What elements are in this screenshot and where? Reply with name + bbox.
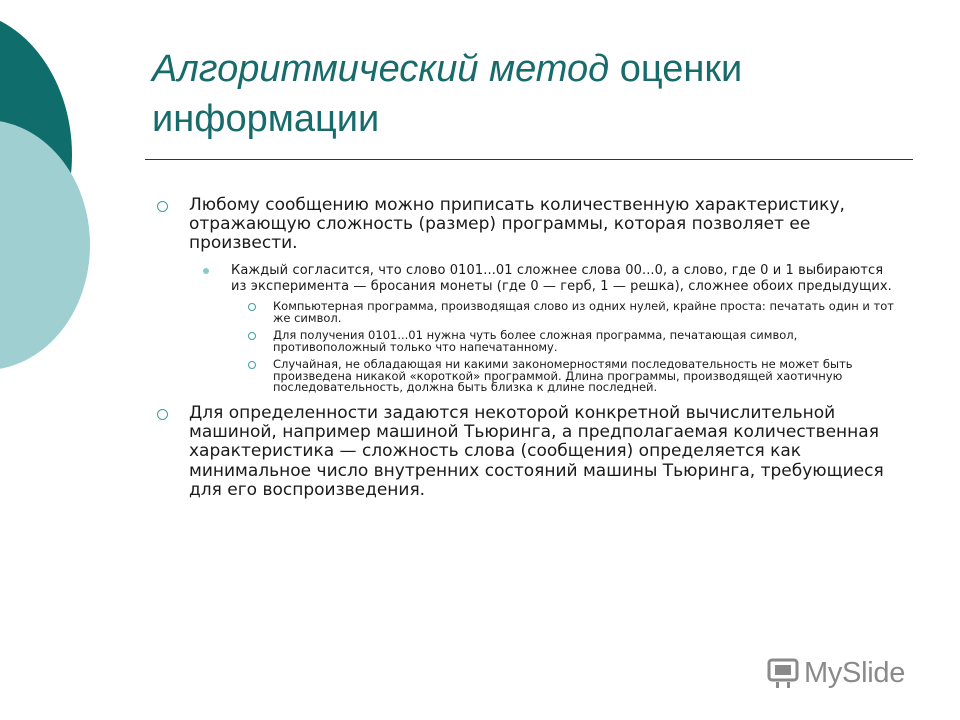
bullet-1 xyxy=(155,196,895,253)
bullet-dot-icon xyxy=(203,268,209,274)
page-title xyxy=(152,44,912,144)
bullet-circle-small-icon xyxy=(248,303,256,311)
bullet-2-text: Для определенности задаются некоторой конкретной вычислительной машиной, например машиной Тьюринга, а предполагаемая количественная характеристика — сложность слова (сообщения) определяется как минимальное число внутренних состояний машины Тьюринга, требующиеся для его воспроизведения. xyxy=(189,402,884,501)
bullet-1-1-1 xyxy=(155,301,895,324)
bullet-1-1-text: Каждый согласится, что слово 0101...01 сложнее слова 00...0, а слово, где 0 и 1 выбираются из эксперимента — бросания монеты (где 0 — герб, 1 — решка), сложнее обоих предыдущих. xyxy=(231,263,892,294)
myshared-logo-icon xyxy=(766,656,800,690)
logo-text: MySlide xyxy=(804,656,906,689)
bullet-circle-small-icon xyxy=(248,361,256,369)
bullet-circle-icon xyxy=(157,409,168,420)
title-italic: Алгоритмический метод xyxy=(152,48,610,90)
bullet-1-1-3 xyxy=(155,359,895,394)
slide-content xyxy=(155,196,895,511)
bullet-circle-small-icon xyxy=(248,332,256,340)
bullet-1-1 xyxy=(155,263,895,295)
logo xyxy=(766,656,905,690)
bullet-1-text: Любому сообщению можно приписать количественную характеристику, отражающую сложность (размер) программы, которая позволяет ее произвести. xyxy=(189,195,845,253)
title-divider xyxy=(145,159,913,160)
bullet-1-1-1-text: Компьютерная программа, производящая слово из одних нулей, крайне проста: печатать один и тот же символ. xyxy=(273,299,894,325)
bullet-1-1-2 xyxy=(155,330,895,353)
title-rest: оценки информации xyxy=(152,48,743,140)
bullet-circle-icon xyxy=(157,201,168,212)
bullet-1-1-2-text: Для получения 0101...01 нужна чуть более сложная программа, печатающая символ, противоположный только что напечатанному. xyxy=(273,328,798,354)
bullet-2 xyxy=(155,404,895,501)
decor-circle-light xyxy=(0,120,90,370)
bullet-1-1-3-text: Случайная, не обладающая ни какими закономерностями последовательность не может быть произведена никакой «короткой» программой. Длина программы, производящей хаотичную последовательность, должна быть близка к длине последней. xyxy=(273,357,853,394)
